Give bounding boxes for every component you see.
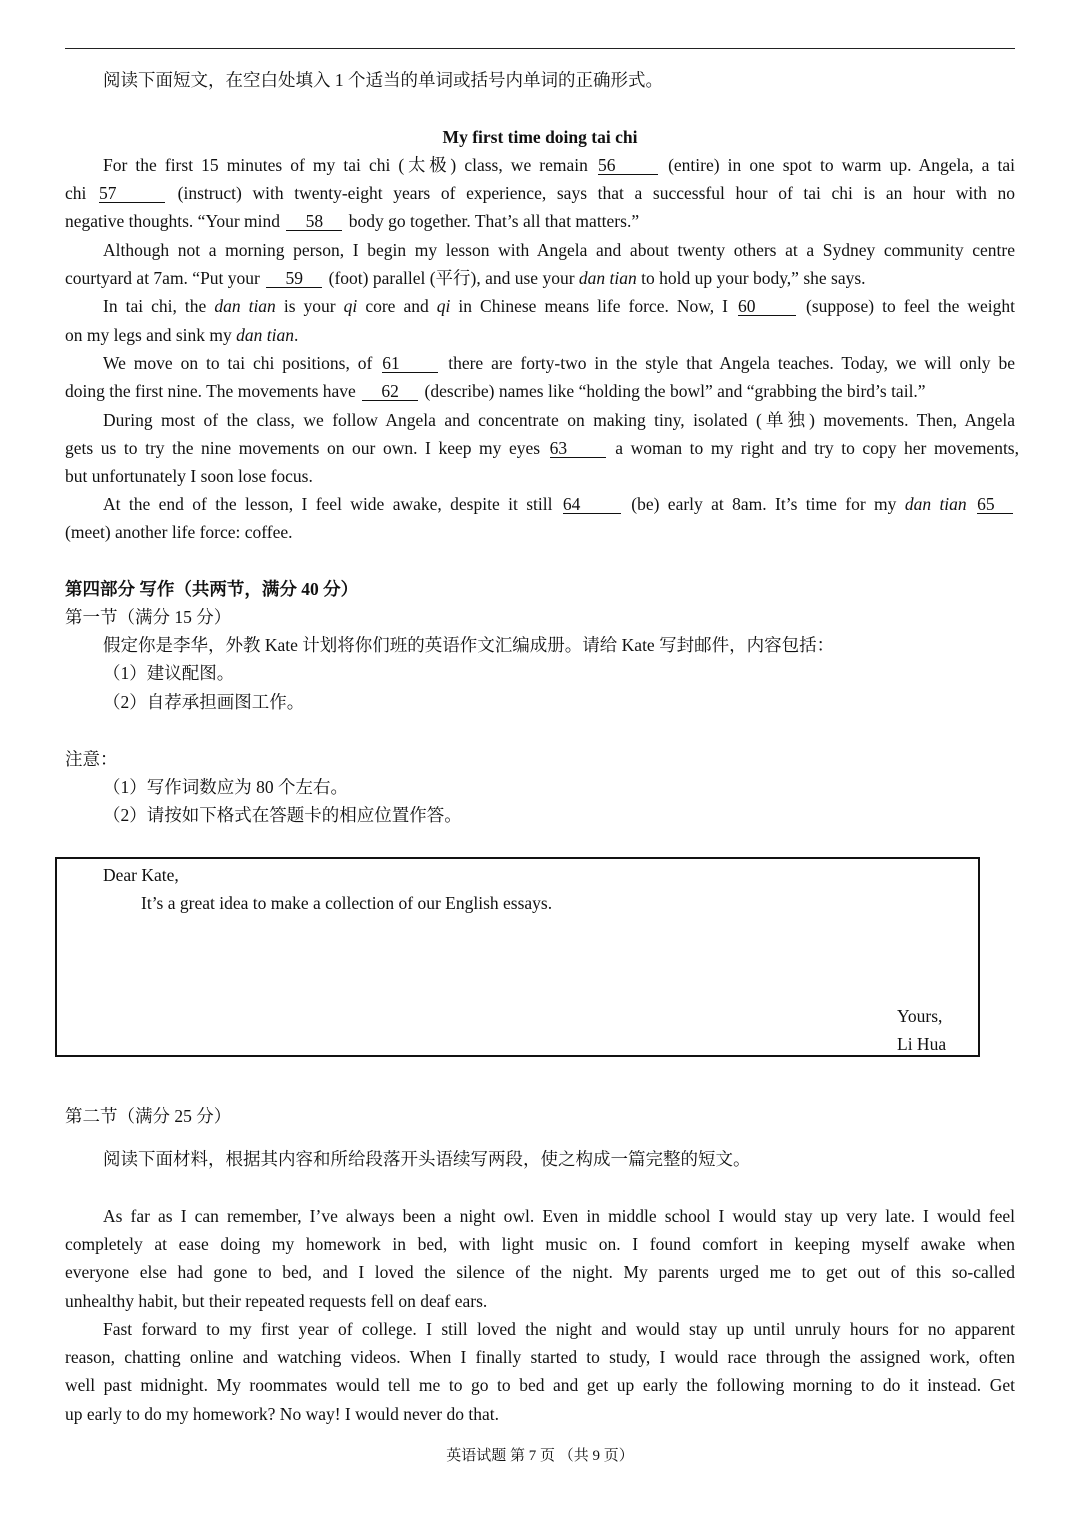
blank-59[interactable]: 59 <box>266 269 322 288</box>
story-line: completely at ease doing my homework in bed, with light music on. I found comfort in keeping myself awake when <box>65 1234 1015 1254</box>
story-line: everyone else had gone to bed, and I loved the silence of the night. My parents urged me to get out of this so-called <box>65 1262 1015 1282</box>
story-line: up early to do my homework? No way! I would never do that. <box>65 1404 499 1424</box>
blank-56[interactable]: 56 <box>598 156 658 175</box>
blank-65[interactable]: 65 <box>977 495 1013 514</box>
letter-signature: Li Hua <box>897 1034 947 1054</box>
note-item: （2）请按如下格式在答题卡的相应位置作答。 <box>103 805 462 825</box>
passage-line: Although not a morning person, I begin my lesson with Angela and about twenty others at a Sydney community centre <box>103 240 1015 260</box>
note-title: 注意： <box>65 749 118 769</box>
page-footer: 英语试题 第 7 页 （共 9 页） <box>446 1448 634 1464</box>
passage-line: on my legs and sink my dan tian. <box>65 325 299 345</box>
story-line: unhealthy habit, but their repeated requests fell on deaf ears. <box>65 1291 488 1311</box>
section1-prompt: 假定你是李华，外教 Kate 计划将你们班的英语作文汇编成册。请给 Kate 写封邮件，内容包括： <box>103 635 835 655</box>
passage-line: For the first 15 minutes of my tai chi (太极) class, we remain 56 (entire) in one spot to warm up. Angela, a tai <box>103 155 1015 175</box>
section1-point: （1）建议配图。 <box>103 663 235 683</box>
passage-line: (meet) another life force: coffee. <box>65 522 293 542</box>
story-line: reason, chatting online and watching videos. When I finally started to study, I would race through the assigned work, often <box>65 1347 1015 1367</box>
writing-part-title: 第四部分 写作（共两节，满分 40 分） <box>65 579 359 599</box>
passage-line: During most of the class, we follow Angela and concentrate on making tiny, isolated (单独) movements. Then, Angela <box>103 410 1015 430</box>
passage-line: At the end of the lesson, I feel wide awake, despite it still 64 (be) early at 8am. It’s time for my dan tian 65 <box>103 493 1015 515</box>
blank-62[interactable]: 62 <box>362 382 418 401</box>
passage-line: but unfortunately I soon lose focus. <box>65 466 313 486</box>
letter-closing: Yours, <box>897 1006 943 1026</box>
blank-61[interactable]: 61 <box>382 354 438 373</box>
story-line: Fast forward to my first year of college. I still loved the night and would stay up until unruly hours for no apparent <box>103 1319 1015 1339</box>
passage-line: We move on to tai chi positions, of 61 there are forty-two in the style that Angela teaches. Today, we will only be <box>103 353 1015 373</box>
section1-point: （2）自荐承担画图工作。 <box>103 692 305 712</box>
letter-answer-box[interactable] <box>55 857 980 1057</box>
letter-greeting: Dear Kate, <box>103 865 179 885</box>
passage-line: In tai chi, the dan tian is your qi core and qi in Chinese means life force. Now, I 60 (suppose) to feel the weight <box>103 296 1016 316</box>
top-rule <box>65 48 1015 49</box>
section2-title: 第二节（满分 25 分） <box>65 1106 232 1126</box>
letter-opening: It’s a great idea to make a collection of our English essays. <box>141 893 553 913</box>
note-item: （1）写作词数应为 80 个左右。 <box>103 777 348 797</box>
section1-title: 第一节（满分 15 分） <box>65 607 232 627</box>
passage-line: courtyard at 7am. “Put your 59 (foot) parallel (平行), and use your dan tian to hold up your body,” she says. <box>65 268 866 288</box>
blank-64[interactable]: 64 <box>563 495 621 514</box>
passage-line: chi 57 (instruct) with twenty-eight years of experience, says that a successful hour of tai chi is an hour with no <box>65 183 1015 203</box>
story-line: well past midnight. My roommates would tell me to go to bed and get up early the following morning to do it instead. Get <box>65 1375 1015 1395</box>
blank-58[interactable]: 58 <box>286 212 342 231</box>
blank-57[interactable]: 57 <box>99 184 165 203</box>
passage-line: gets us to try the nine movements on our own. I keep my eyes 63 a woman to my right and try to copy her movements, <box>65 438 1019 458</box>
blank-60[interactable]: 60 <box>738 297 796 316</box>
passage-line: negative thoughts. “Your mind 58 body go together. That’s all that matters.” <box>65 211 640 231</box>
cloze-instruction: 阅读下面短文，在空白处填入 1 个适当的单词或括号内单词的正确形式。 <box>103 70 663 90</box>
passage-title: My first time doing tai chi <box>442 127 638 147</box>
story-line: As far as I can remember, I’ve always been a night owl. Even in middle school I would stay up very late. I would feel <box>103 1206 1015 1226</box>
section2-prompt: 阅读下面材料，根据其内容和所给段落开头语续写两段，使之构成一篇完整的短文。 <box>103 1149 751 1169</box>
passage-line: doing the first nine. The movements have 62 (describe) names like “holding the bowl” and “grabbing the bird’s tail.” <box>65 381 926 401</box>
blank-63[interactable]: 63 <box>550 439 606 458</box>
